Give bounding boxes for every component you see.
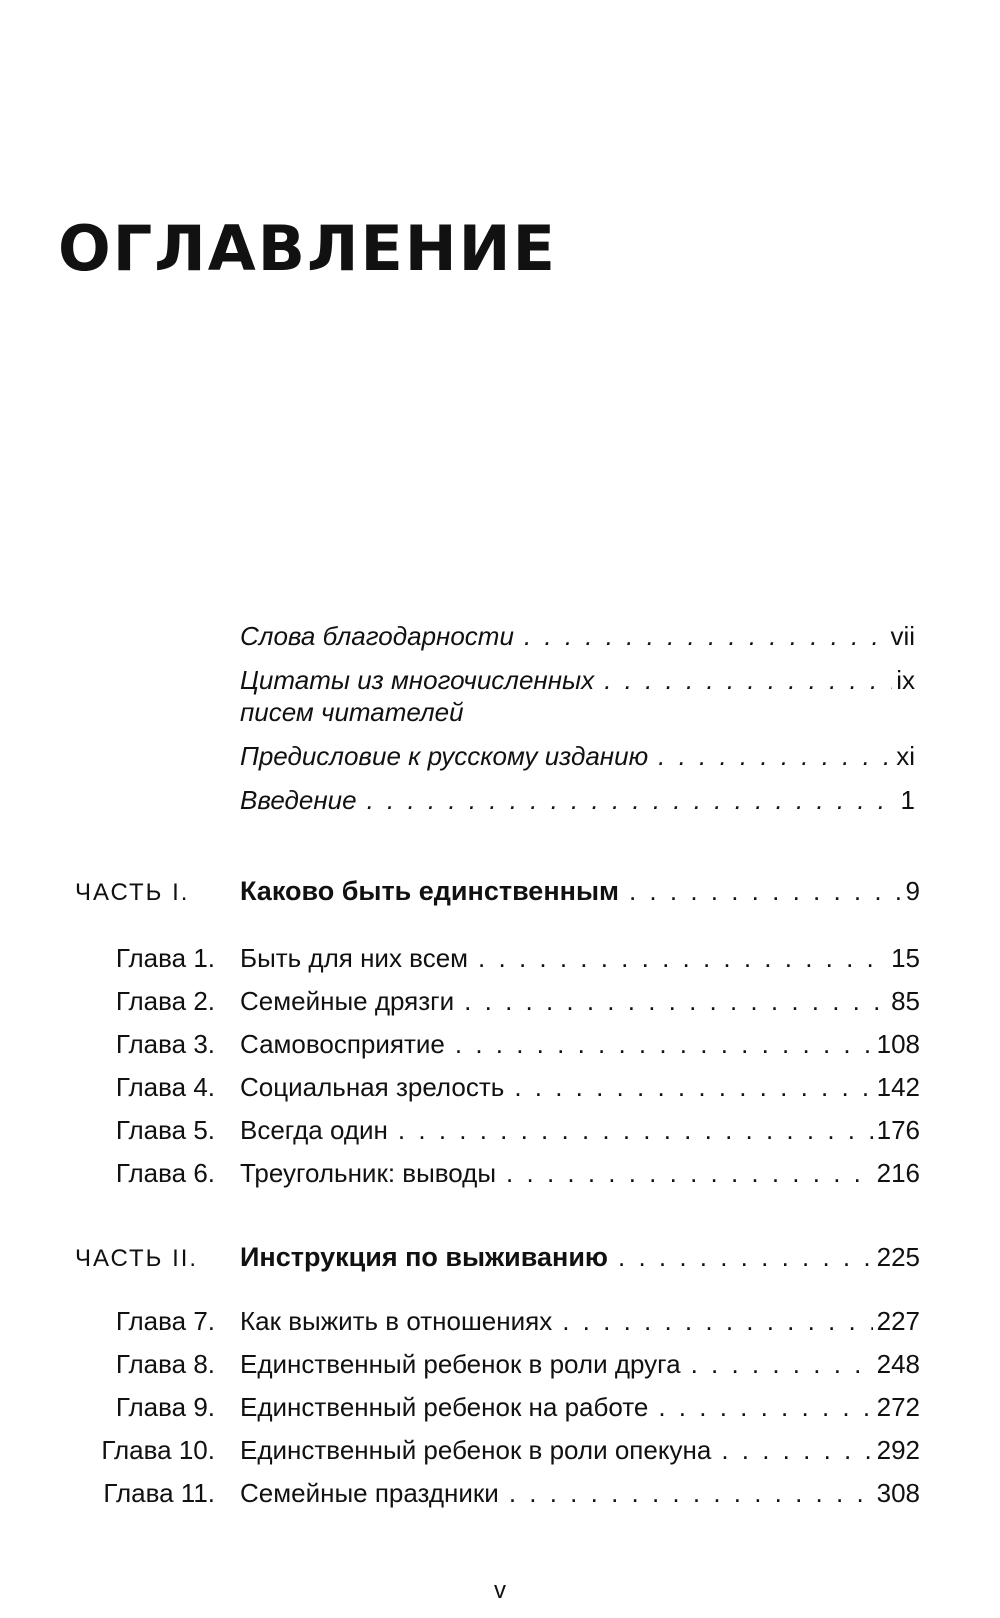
entry-page: 1 — [900, 785, 915, 815]
dot-leader — [367, 784, 897, 816]
chapter-entry — [75, 1071, 920, 1103]
chapter-title: Единственный ребенок в роли опекуна — [240, 1435, 712, 1465]
chapter-list — [75, 1305, 920, 1520]
chapter-title: Всегда один — [240, 1115, 388, 1145]
chapter-title: Треугольник: выводы — [240, 1158, 497, 1188]
dot-leader — [721, 1434, 872, 1466]
part-page: 225 — [876, 1242, 920, 1272]
dot-leader — [398, 1114, 873, 1146]
chapter-page: 227 — [876, 1306, 920, 1336]
chapter-label: Глава 9. — [115, 1392, 215, 1422]
dot-leader — [658, 740, 892, 772]
dot-leader — [629, 874, 902, 908]
chapter-entry — [75, 1157, 920, 1189]
chapter-title: Быть для них всем — [240, 943, 469, 973]
chapter-title: Как выжить в отношениях — [240, 1306, 553, 1336]
entry-page: xi — [896, 741, 915, 771]
entry-title-block — [240, 664, 594, 728]
part-page: 9 — [905, 876, 920, 906]
chapter-page: 142 — [876, 1072, 920, 1102]
chapter-entry — [75, 1114, 920, 1146]
chapter-list — [75, 942, 920, 1200]
chapter-label: Глава 3. — [115, 1029, 215, 1059]
chapter-page: 108 — [876, 1029, 920, 1059]
chapter-label: Глава 1. — [115, 943, 215, 973]
part-heading — [75, 1240, 920, 1276]
entry-title: Предисловие к русскому изданию — [240, 741, 649, 771]
chapter-title: Самовосприятие — [240, 1029, 445, 1059]
chapter-page: 15 — [891, 943, 920, 973]
chapter-label: Глава 8. — [115, 1349, 215, 1379]
chapter-page: 216 — [876, 1158, 920, 1188]
dot-leader — [604, 664, 892, 696]
chapter-entry — [75, 1434, 920, 1466]
chapter-entry — [75, 1028, 920, 1060]
dot-leader — [658, 1391, 872, 1423]
dot-leader — [514, 1071, 872, 1103]
chapter-entry — [75, 1305, 920, 1337]
dot-leader — [464, 985, 887, 1017]
toc-entry — [240, 620, 915, 652]
chapter-title: Семейные праздники — [240, 1478, 499, 1508]
entry-page: ix — [896, 665, 915, 695]
chapter-title: Единственный ребенок в роли друга — [240, 1349, 681, 1379]
chapter-entry — [75, 1348, 920, 1380]
part-title: Каково быть единственным — [240, 876, 619, 906]
chapter-label: Глава 5. — [115, 1115, 215, 1145]
chapter-entry — [75, 985, 920, 1017]
dot-leader — [506, 1157, 873, 1189]
chapter-page: 308 — [876, 1478, 920, 1508]
page-number: v — [494, 1577, 506, 1604]
dot-leader — [455, 1028, 873, 1060]
chapter-label: Глава 6. — [115, 1158, 215, 1188]
entry-title-line: Цитаты из многочисленных — [240, 665, 595, 695]
part-label: ЧАСТЬ II. — [75, 1245, 199, 1272]
chapter-page: 176 — [876, 1115, 920, 1145]
part-heading — [75, 874, 920, 910]
chapter-page: 292 — [876, 1435, 920, 1465]
dot-leader — [691, 1348, 873, 1380]
entry-title: Введение — [240, 785, 357, 815]
toc-entry — [240, 740, 915, 772]
chapter-page: 248 — [876, 1349, 920, 1379]
chapter-label: Глава 10. — [101, 1435, 215, 1465]
part-title: Инструкция по выживанию — [240, 1242, 608, 1272]
entry-title: Слова благодарности — [240, 621, 514, 651]
front-matter-list — [240, 620, 915, 828]
dot-leader — [562, 1305, 872, 1337]
entry-page: vii — [890, 621, 915, 651]
chapter-title: Социальная зрелость — [240, 1072, 505, 1102]
chapter-label: Глава 4. — [115, 1072, 215, 1102]
toc-entry — [240, 664, 915, 728]
chapter-title: Семейные дрязги — [240, 986, 455, 1016]
chapter-entry — [75, 1391, 920, 1423]
chapter-entry — [75, 942, 920, 974]
part-label: ЧАСТЬ I. — [75, 879, 190, 906]
dot-leader — [478, 942, 887, 974]
chapter-title: Единственный ребенок на работе — [240, 1392, 649, 1422]
dot-leader — [618, 1240, 873, 1274]
chapter-label: Глава 2. — [115, 986, 215, 1016]
dot-leader — [524, 620, 887, 652]
chapter-page: 272 — [876, 1392, 920, 1422]
chapter-entry — [75, 1477, 920, 1509]
chapter-page: 85 — [891, 986, 920, 1016]
entry-title: писем читателей — [240, 697, 464, 727]
chapter-label: Глава 11. — [103, 1478, 215, 1508]
dot-leader — [509, 1477, 873, 1509]
page-title: ОГЛАВЛЕНИЕ — [58, 212, 557, 285]
chapter-label: Глава 7. — [115, 1306, 215, 1336]
toc-entry — [240, 784, 915, 816]
